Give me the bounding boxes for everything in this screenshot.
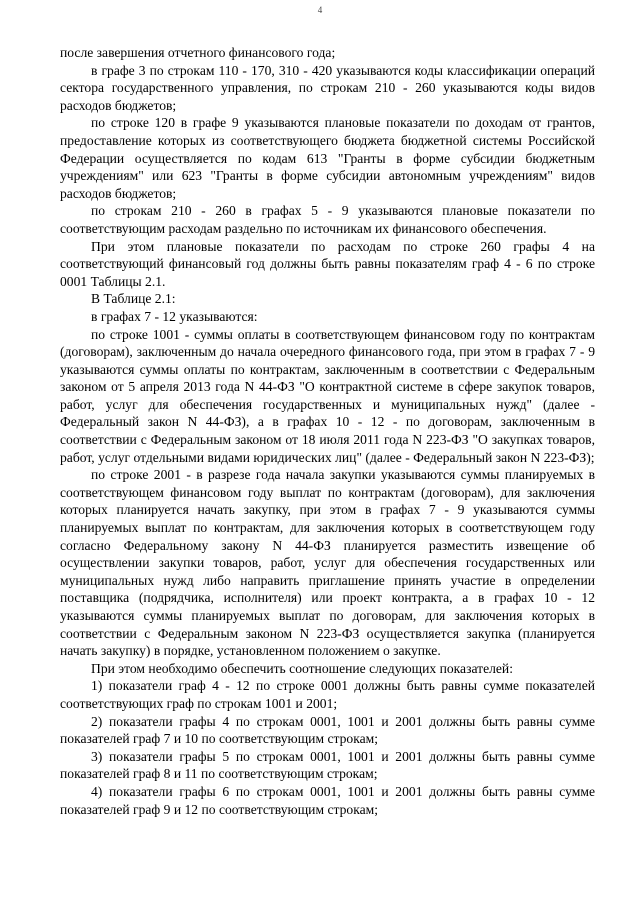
paragraph: При этом плановые показатели по расходам по строке 260 графы 4 на соответствующий финансовый год должны быть равны показателям граф 4 - 6 по строке 0001 Таблицы 2.1.: [60, 238, 595, 289]
paragraph: 1) показатели граф 4 - 12 по строке 0001 должны быть равны сумме показателей соответствующих граф по строкам 1001 и 2001;: [60, 678, 595, 711]
paragraph: в графах 7 - 12 указываются:: [91, 308, 258, 324]
paragraph: 3) показатели графы 5 по строкам 0001, 1001 и 2001 должны быть равны сумме показателей граф 8 и 11 по соответствующим строкам;: [60, 748, 595, 782]
paragraph: В Таблице 2.1:: [91, 291, 176, 307]
paragraph: в графе 3 по строкам 110 - 170, 310 - 420 указываются коды классификации операций сектора государственного управления, по строкам 210 - 260 указываются коды видов расходов бюджетов;: [60, 62, 595, 113]
page-number: 4: [317, 5, 323, 15]
document-body: [60, 44, 595, 818]
paragraph: по строке 1001 - суммы оплаты в соответствующем финансовом году по контрактам (договорам), заключенным до начала очередного финансового года, при этом в графах 7 - 9 указываются суммы оплаты по контрактам, заключенным в соответствии с Федеральным законом от 5 апреля 2013 года N 44-ФЗ "О контрактной системе в сфере закупок товаров, работ, услуг для обеспечения государственных и муниципальных нужд" (далее - Федеральный закон N 44-ФЗ), а в графах 10 - 12 - по договорам, заключенным в соответствии с Федеральным законом от 18 июля 2011 года N 223-ФЗ "О закупках товаров, работ, услуг отдельными видами юридических лиц" (далее - Федеральный закон N 223-ФЗ);: [60, 326, 595, 465]
paragraph: по строкам 210 - 260 в графах 5 - 9 указываются плановые показатели по соответствующим расходам раздельно по источникам их финансового обеспечения.: [60, 203, 595, 236]
paragraph: после завершения отчетного финансового года;: [60, 45, 336, 60]
paragraph: по строке 2001 - в разрезе года начала закупки указываются суммы планируемых в соответствующем финансовом году выплат по контрактам (договорам), для заключения которых планируется начать закупку, при этом в графах 7 - 9 указываются суммы планируемых выплат по контрактам, для заключения которых в соответствующем году согласно Федеральному закону N 44-ФЗ планируется разместить извещение об осуществлении закупки товаров, работ, услуг для обеспечения государственных или муниципальных нужд либо направить приглашение принять участие в определении поставщика (подрядчика, исполнителя) или проект контракта, а в графах 10 - 12 указываются суммы планируемых выплат по договорам, для заключения которых в соответствии с Федеральным законом N 223-ФЗ осуществляется закупка (планируется начать закупку) в порядке, установленном положением о закупке.: [60, 467, 595, 659]
paragraph: 4) показатели графы 6 по строкам 0001, 1001 и 2001 должны быть равны сумме показателей граф 9 и 12 по соответствующим строкам;: [60, 783, 595, 817]
paragraph: по строке 120 в графе 9 указываются плановые показатели по доходам от грантов, предоставление которых из соответствующего бюджета бюджетной системы Российской Федерации осуществляется по кодам 613 "Гранты в форме субсидии бюджетным учреждениям" или 623 "Гранты в форме субсидии автономным учреждениям" видов расходов бюджетов;: [60, 115, 595, 201]
paragraph: При этом необходимо обеспечить соотношение следующих показателей:: [91, 660, 513, 676]
paragraph: 2) показатели графы 4 по строкам 0001, 1001 и 2001 должны быть равны сумме показателей граф 7 и 10 по соответствующим строкам;: [60, 713, 595, 747]
